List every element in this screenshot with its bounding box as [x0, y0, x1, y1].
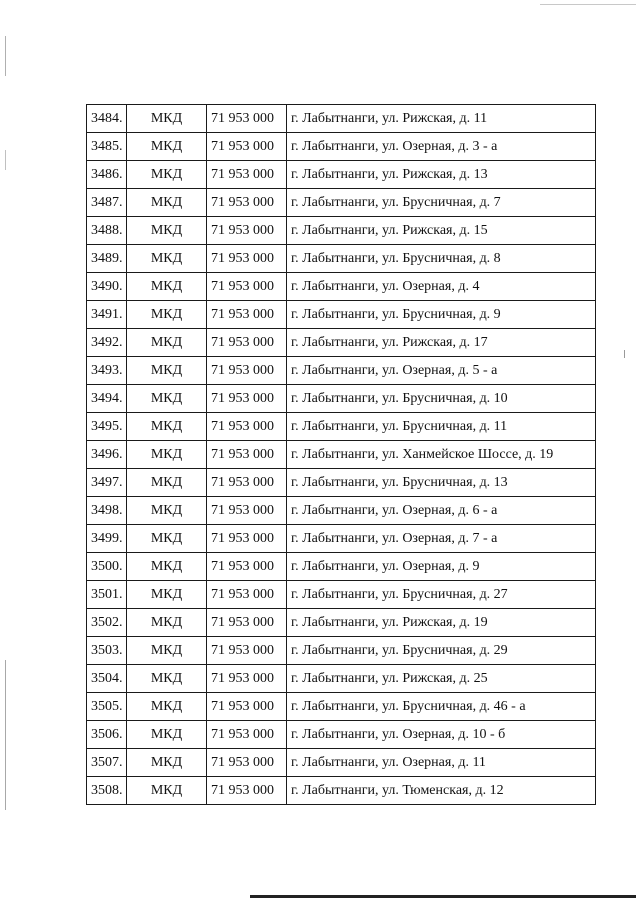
row-number-cell: 3499.: [87, 525, 127, 553]
table-row: [87, 665, 596, 693]
oktmo-code-cell: 71 953 000: [207, 469, 287, 497]
building-type-cell: МКД: [127, 413, 207, 441]
address-cell: г. Лабытнанги, ул. Озерная, д. 5 - а: [287, 357, 596, 385]
oktmo-code-cell: 71 953 000: [207, 301, 287, 329]
row-number-cell: 3493.: [87, 357, 127, 385]
building-type-cell: МКД: [127, 749, 207, 777]
building-type-cell: МКД: [127, 301, 207, 329]
building-type-cell: МКД: [127, 469, 207, 497]
row-number-cell: 3485.: [87, 133, 127, 161]
address-cell: г. Лабытнанги, ул. Озерная, д. 3 - а: [287, 133, 596, 161]
building-type-cell: МКД: [127, 189, 207, 217]
oktmo-code-cell: 71 953 000: [207, 553, 287, 581]
oktmo-code-cell: 71 953 000: [207, 721, 287, 749]
table-row: [87, 413, 596, 441]
row-number-cell: 3500.: [87, 553, 127, 581]
oktmo-code-cell: 71 953 000: [207, 441, 287, 469]
oktmo-code-cell: 71 953 000: [207, 217, 287, 245]
building-type-cell: МКД: [127, 385, 207, 413]
building-type-cell: МКД: [127, 329, 207, 357]
address-cell: г. Лабытнанги, ул. Рижская, д. 15: [287, 217, 596, 245]
row-number-cell: 3507.: [87, 749, 127, 777]
oktmo-code-cell: 71 953 000: [207, 777, 287, 805]
table-row: [87, 189, 596, 217]
address-cell: г. Лабытнанги, ул. Рижская, д. 17: [287, 329, 596, 357]
table-row: [87, 749, 596, 777]
oktmo-code-cell: 71 953 000: [207, 581, 287, 609]
address-cell: г. Лабытнанги, ул. Брусничная, д. 13: [287, 469, 596, 497]
building-type-cell: МКД: [127, 665, 207, 693]
oktmo-code-cell: 71 953 000: [207, 413, 287, 441]
table-row: [87, 161, 596, 189]
building-type-cell: МКД: [127, 553, 207, 581]
oktmo-code-cell: 71 953 000: [207, 525, 287, 553]
address-cell: г. Лабытнанги, ул. Брусничная, д. 46 - а: [287, 693, 596, 721]
building-type-cell: МКД: [127, 273, 207, 301]
table-row: [87, 273, 596, 301]
address-cell: г. Лабытнанги, ул. Озерная, д. 4: [287, 273, 596, 301]
table-row: [87, 693, 596, 721]
address-cell: г. Лабытнанги, ул. Рижская, д. 13: [287, 161, 596, 189]
oktmo-code-cell: 71 953 000: [207, 693, 287, 721]
building-type-cell: МКД: [127, 441, 207, 469]
scan-edge-mark: [5, 150, 6, 170]
oktmo-code-cell: 71 953 000: [207, 189, 287, 217]
row-number-cell: 3497.: [87, 469, 127, 497]
table-row: [87, 469, 596, 497]
address-cell: г. Лабытнанги, ул. Рижская, д. 25: [287, 665, 596, 693]
scan-edge-mark: [5, 660, 6, 810]
row-number-cell: 3489.: [87, 245, 127, 273]
scan-edge-mark: [624, 350, 625, 358]
address-cell: г. Лабытнанги, ул. Рижская, д. 11: [287, 105, 596, 133]
table-row: [87, 301, 596, 329]
address-cell: г. Лабытнанги, ул. Брусничная, д. 29: [287, 637, 596, 665]
address-cell: г. Лабытнанги, ул. Брусничная, д. 8: [287, 245, 596, 273]
address-cell: г. Лабытнанги, ул. Рижская, д. 19: [287, 609, 596, 637]
oktmo-code-cell: 71 953 000: [207, 105, 287, 133]
oktmo-code-cell: 71 953 000: [207, 497, 287, 525]
row-number-cell: 3503.: [87, 637, 127, 665]
table-row: [87, 217, 596, 245]
row-number-cell: 3491.: [87, 301, 127, 329]
building-type-cell: МКД: [127, 497, 207, 525]
table-row: [87, 721, 596, 749]
oktmo-code-cell: 71 953 000: [207, 637, 287, 665]
registry-table-body: [87, 105, 596, 805]
oktmo-code-cell: 71 953 000: [207, 385, 287, 413]
table-row: [87, 133, 596, 161]
table-row: [87, 441, 596, 469]
building-type-cell: МКД: [127, 609, 207, 637]
table-row: [87, 637, 596, 665]
address-cell: г. Лабытнанги, ул. Брусничная, д. 27: [287, 581, 596, 609]
row-number-cell: 3484.: [87, 105, 127, 133]
building-type-cell: МКД: [127, 105, 207, 133]
row-number-cell: 3495.: [87, 413, 127, 441]
building-type-cell: МКД: [127, 693, 207, 721]
row-number-cell: 3498.: [87, 497, 127, 525]
building-type-cell: МКД: [127, 161, 207, 189]
row-number-cell: 3506.: [87, 721, 127, 749]
oktmo-code-cell: 71 953 000: [207, 329, 287, 357]
oktmo-code-cell: 71 953 000: [207, 749, 287, 777]
table-row: [87, 105, 596, 133]
row-number-cell: 3502.: [87, 609, 127, 637]
address-cell: г. Лабытнанги, ул. Брусничная, д. 7: [287, 189, 596, 217]
oktmo-code-cell: 71 953 000: [207, 273, 287, 301]
row-number-cell: 3487.: [87, 189, 127, 217]
address-cell: г. Лабытнанги, ул. Ханмейское Шоссе, д. 19: [287, 441, 596, 469]
address-cell: г. Лабытнанги, ул. Тюменская, д. 12: [287, 777, 596, 805]
table-row: [87, 497, 596, 525]
building-type-cell: МКД: [127, 525, 207, 553]
row-number-cell: 3494.: [87, 385, 127, 413]
row-number-cell: 3488.: [87, 217, 127, 245]
building-type-cell: МКД: [127, 777, 207, 805]
row-number-cell: 3496.: [87, 441, 127, 469]
building-type-cell: МКД: [127, 245, 207, 273]
table-row: [87, 385, 596, 413]
row-number-cell: 3504.: [87, 665, 127, 693]
building-type-cell: МКД: [127, 721, 207, 749]
address-cell: г. Лабытнанги, ул. Брусничная, д. 11: [287, 413, 596, 441]
registry-table: [86, 104, 596, 805]
building-type-cell: МКД: [127, 357, 207, 385]
address-cell: г. Лабытнанги, ул. Озерная, д. 10 - б: [287, 721, 596, 749]
scan-edge-mark: [5, 36, 6, 76]
building-type-cell: МКД: [127, 217, 207, 245]
address-cell: г. Лабытнанги, ул. Озерная, д. 6 - а: [287, 497, 596, 525]
row-number-cell: 3508.: [87, 777, 127, 805]
table-row: [87, 581, 596, 609]
oktmo-code-cell: 71 953 000: [207, 245, 287, 273]
oktmo-code-cell: 71 953 000: [207, 357, 287, 385]
building-type-cell: МКД: [127, 581, 207, 609]
table-row: [87, 777, 596, 805]
table-row: [87, 525, 596, 553]
row-number-cell: 3486.: [87, 161, 127, 189]
address-cell: г. Лабытнанги, ул. Озерная, д. 9: [287, 553, 596, 581]
row-number-cell: 3492.: [87, 329, 127, 357]
row-number-cell: 3501.: [87, 581, 127, 609]
building-type-cell: МКД: [127, 637, 207, 665]
row-number-cell: 3505.: [87, 693, 127, 721]
building-type-cell: МКД: [127, 133, 207, 161]
table-row: [87, 609, 596, 637]
oktmo-code-cell: 71 953 000: [207, 133, 287, 161]
address-cell: г. Лабытнанги, ул. Озерная, д. 7 - а: [287, 525, 596, 553]
oktmo-code-cell: 71 953 000: [207, 665, 287, 693]
row-number-cell: 3490.: [87, 273, 127, 301]
oktmo-code-cell: 71 953 000: [207, 609, 287, 637]
address-cell: г. Лабытнанги, ул. Озерная, д. 11: [287, 749, 596, 777]
table-row: [87, 357, 596, 385]
address-cell: г. Лабытнанги, ул. Брусничная, д. 10: [287, 385, 596, 413]
scan-edge-mark: [540, 4, 636, 5]
oktmo-code-cell: 71 953 000: [207, 161, 287, 189]
table-row: [87, 553, 596, 581]
address-cell: г. Лабытнанги, ул. Брусничная, д. 9: [287, 301, 596, 329]
scan-bottom-edge: [250, 895, 636, 898]
table-row: [87, 329, 596, 357]
table-row: [87, 245, 596, 273]
